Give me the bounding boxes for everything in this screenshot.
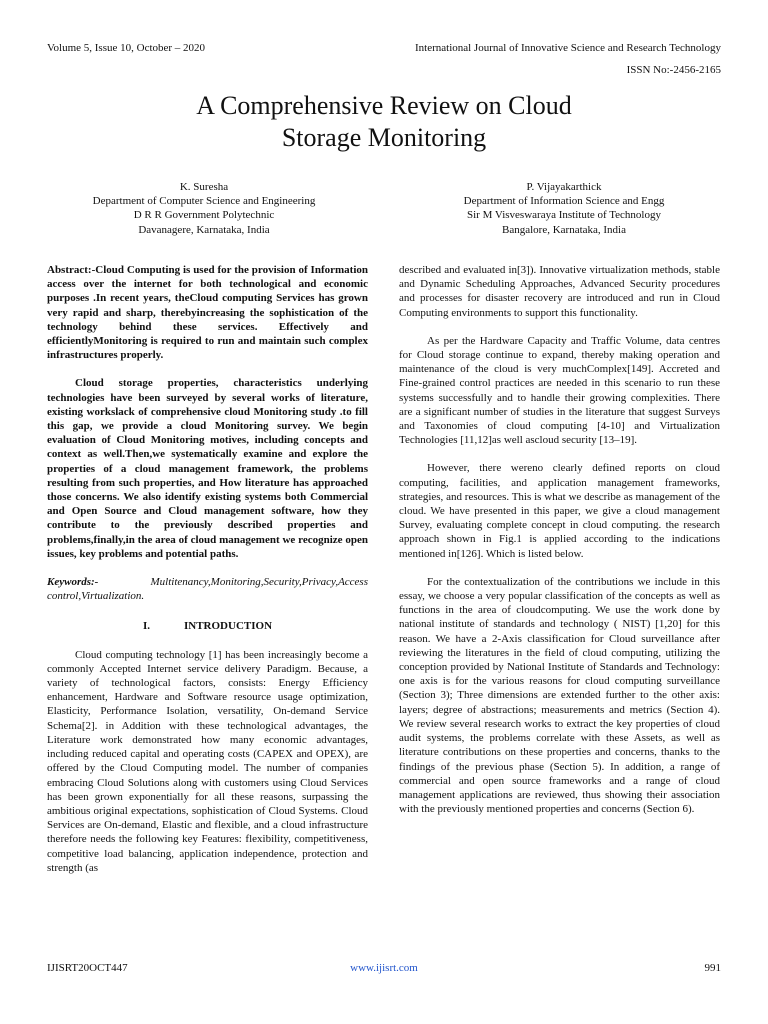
keywords (47, 575, 368, 603)
author-name: K. Suresha (179, 181, 229, 193)
author-location: Bangalore, Karnataka, India (502, 223, 626, 236)
title-line-1: A Comprehensive Review on Cloud (196, 91, 572, 120)
journal-website-link[interactable]: www.ijisrt.com (350, 962, 418, 974)
paper-title (0, 90, 768, 154)
right-column (399, 263, 720, 816)
section-number: I. (142, 620, 150, 633)
author-institution: Sir M Visveswaraya Institute of Technology (467, 209, 661, 222)
author-department: Department of Information Science and Engg (463, 195, 665, 208)
issn-number: ISSN No:-2456-2165 (626, 64, 721, 76)
author-department: Department of Computer Science and Engineering (92, 195, 316, 208)
page-number: 991 (704, 962, 721, 974)
intro-paragraph: Cloud computing technology [1] has been increasingly become a commonly Accepted Internet service delivery Paradigm. Because, a variety of technological factors, consists: Energy Efficiency enhancement, Hardware and Software resource usage optimization, Elasticity, Performance Isolation, versatility, On-demand Service Schema[2]. in Addition with these technological advantages, the Literature work demonstrated how many economic advantages, including reduced capital and operating costs (CAPEX and OPEX), are offered by the Cloud Computing model. The number of companies embracing Cloud Solutions along with customers using Cloud Services has been grown exponentially for all these reasons, surpassing the ambitious original expectations, sophistication of Cloud Systems. Cloud Services are On-demand, Elastic and flexible, and a cloud infrastructure therefore needs the following key Features: flexibility, competitiveness, competitive load balancing, application independence, protection and strength (as (47, 648, 368, 874)
author-1 (34, 180, 374, 237)
body-paragraph-4: For the contextualization of the contributions we include in this essay, we choose a very popular classification of the concepts as well as functions in the area of cloudcomputing. We use the work done by national institute of standards and technology ( NIST) [1,20] for this reason. We have a 2-Axis classification for Cloud surveillance after reviewing the literatures in the field of cloud computing, utilizing the conception provided by National Institute of Standards and Technology: one axis is for the various reasons for cloud computing surveillance (Section 3); Three dimensions are extended further to the other axis: layers; degree of abstractions; measurements and metrics (Section 4). We review several research works to extract the key properties of cloud audit systems, the problems correlate with these Assets, as well as literature contributions on these properties and concerns, thanks to the findings of the previous phase (Section 5). In addition, a range of commercial and open source frameworks and a range of cloud management applications are reviewed, thus showing their association with the previously mentioned properties and concerns (Section 6). (399, 575, 720, 816)
volume-info: Volume 5, Issue 10, October – 2020 (47, 42, 206, 54)
section-heading-introduction (47, 619, 368, 633)
page-header (47, 42, 721, 78)
author-institution: D R R Government Polytechnic (133, 209, 275, 222)
author-location: Davanagere, Karnataka, India (138, 223, 270, 236)
body-paragraph-2: As per the Hardware Capacity and Traffic Volume, data centres for Cloud storage continue to expand, thereby making operation and maintenance of the cloud is very muchComplex[149]. Accreted and Fine-grained control practices are needed in this scenario to run these systems successfully and to handle their growing complexities. There are a significant number of studies in the literature that suggest Surveys and Taxonomies of cloud computing [4-10] and Virtualization Technologies [11,12]as well ascloud security [13–19]. (399, 334, 720, 447)
paper-id: IJISRT20OCT447 (47, 962, 128, 974)
section-title: INTRODUCTION (184, 620, 273, 633)
author-2 (394, 180, 734, 237)
title-line-2: Storage Monitoring (281, 123, 487, 152)
body-paragraph-3: However, there wereno clearly defined reports on cloud computing, facilities, and application management frameworks, strategies, and resources. This is what we describe as management of the cloud. We have presented in this paper, we give a cloud management Survey, evaluating complete concept in cloud computing. the research approach shown in Fig.1 is applied according to the indications mentioned in[126]. Which is listed below. (399, 462, 720, 560)
journal-name: International Journal of Innovative Science and Research Technology (414, 42, 721, 54)
abstract-paragraph-2: Cloud storage properties, characteristics underlying technologies have been surveyed by several works of literature, existing workslack of comprehensive cloud Monitoring study .to fill this gap, we provide a cloud Monitoring survey. We begin evaluation of Cloud Monitoring motives, including concepts and context as well.Then,we systematically examine and explore the properties of a cloud management framework, the problems resulting from such properties, and How literature has approached those concerns. We also identify existing systems both Commercial and Open Source and Cloud management software, how they contribute to the previously described properties and problems,finally,in the area of cloud management we recognize open issues, key problems and potential paths. (47, 377, 368, 560)
abstract-paragraph: Abstract:-Cloud Computing is used for the provision of Information access over the internet for both technological and economic purposes .In recent years, theCloud computing Services has grown very rapid and sharp, therebyincreasing the sophistication of the technology behind these services. Effectively and efficientlyMonitoring is required to run and maintain such complex infrastructures properly. (47, 264, 368, 362)
keywords-label: Keywords:- (47, 576, 99, 589)
author-name: P. Vijayakarthick (526, 181, 602, 193)
body-paragraph-1: described and evaluated in[3]). Innovative virtualization methods, stable and Dynamic Scheduling Approaches, Advanced Security procedures and processes for disaster recovery are introduced and run in Cloud Computing environments to support this functionality. (399, 264, 720, 319)
left-column (47, 263, 368, 875)
author-block (0, 180, 768, 240)
keywords-text: Multitenancy,Monitoring,Security,Privacy,Access control,Virtualization. (47, 576, 368, 603)
